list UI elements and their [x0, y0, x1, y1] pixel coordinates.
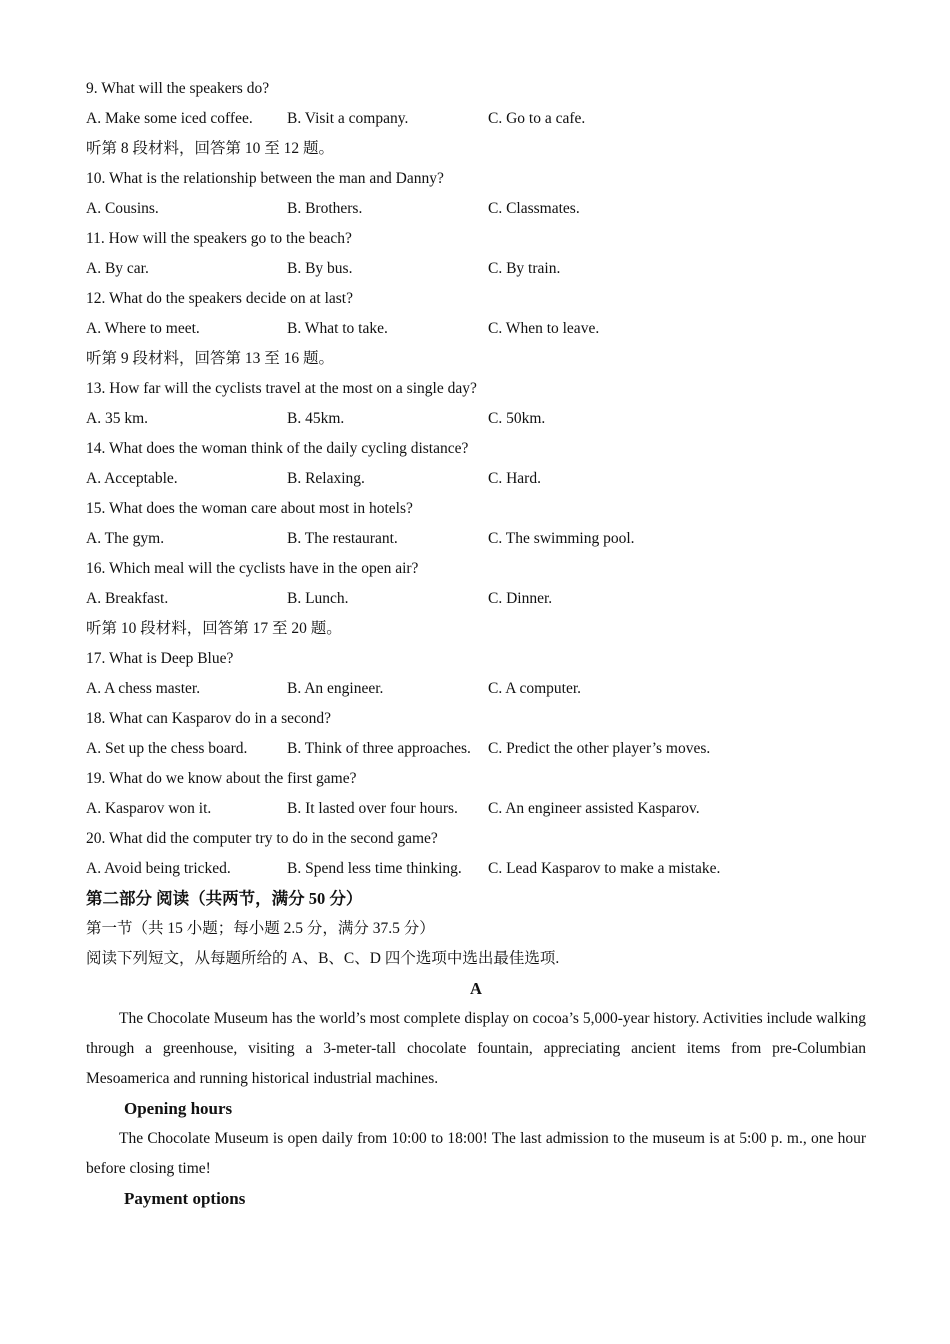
question-19-options — [86, 794, 866, 824]
option-b: B. Lunch. — [287, 590, 349, 607]
option-a: A. Set up the chess board. — [86, 740, 248, 757]
section-10-instruction: 听第 10 段材料，回答第 17 至 20 题。 — [86, 620, 342, 637]
option-b: B. Spend less time thinking. — [287, 860, 462, 877]
option-b: B. Think of three approaches. — [287, 740, 471, 757]
question-17-options — [86, 674, 866, 704]
opening-hours-text: The Chocolate Museum is open daily from 10:00 to 18:00! The last admission to the museum is at 5:00 p. m., one hour before closing time! — [86, 1130, 866, 1177]
question-16: 16. Which meal will the cyclists have in the open air? — [86, 560, 419, 577]
option-b: B. An engineer. — [287, 680, 384, 697]
section-9-instruction: 听第 9 段材料，回答第 13 至 16 题。 — [86, 350, 335, 367]
option-b: B. The restaurant. — [287, 530, 398, 547]
section-8-instruction: 听第 8 段材料，回答第 10 至 12 题。 — [86, 140, 335, 157]
question-12: 12. What do the speakers decide on at last? — [86, 290, 353, 307]
section-one-header: 第一节（共 15 小题；每小题 2.5 分，满分 37.5 分） — [86, 920, 435, 937]
option-a: A. Acceptable. — [86, 470, 178, 487]
question-11: 11. How will the speakers go to the beach? — [86, 230, 352, 247]
option-a: A. Cousins. — [86, 200, 159, 217]
option-b: B. Visit a company. — [287, 110, 409, 127]
question-11-options — [86, 254, 866, 284]
option-c: C. Predict the other player’s moves. — [488, 740, 711, 757]
option-b: B. By bus. — [287, 260, 353, 277]
option-b: B. Relaxing. — [287, 470, 365, 487]
question-13-options — [86, 404, 866, 434]
question-10-options — [86, 194, 866, 224]
opening-hours-heading: Opening hours — [124, 1099, 233, 1118]
option-c: C. By train. — [488, 260, 561, 277]
question-12-options — [86, 314, 866, 344]
question-15: 15. What does the woman care about most in hotels? — [86, 500, 413, 517]
option-c: C. Dinner. — [488, 590, 553, 607]
option-a: A. A chess master. — [86, 680, 201, 697]
exam-page — [86, 74, 866, 1214]
option-b: B. 45km. — [287, 410, 345, 427]
option-c: C. Classmates. — [488, 200, 580, 217]
option-b: B. It lasted over four hours. — [287, 800, 458, 817]
option-b: B. Brothers. — [287, 200, 363, 217]
question-13: 13. How far will the cyclists travel at the most on a single day? — [86, 380, 477, 397]
question-14-options — [86, 464, 866, 494]
question-20: 20. What did the computer try to do in the second game? — [86, 830, 438, 847]
question-20-options — [86, 854, 866, 884]
question-14: 14. What does the woman think of the daily cycling distance? — [86, 440, 469, 457]
part-two-title: 第二部分 阅读（共两节，满分 50 分） — [86, 889, 363, 908]
question-17: 17. What is Deep Blue? — [86, 650, 234, 667]
passage-label: A — [470, 979, 482, 998]
passage-intro: The Chocolate Museum has the world’s most complete display on cocoa’s 5,000-year history. Activities include walking through a greenhouse, visiting a 3-meter-tall chocolate fountain, appreciating ancient items from pre-Columbian Mesoamerica and running historical industrial machines. — [86, 1010, 866, 1087]
option-a: A. Where to meet. — [86, 320, 200, 337]
option-c: C. 50km. — [488, 410, 546, 427]
question-16-options — [86, 584, 866, 614]
payment-options-heading: Payment options — [124, 1189, 246, 1208]
option-c: C. The swimming pool. — [488, 530, 635, 547]
option-a: A. The gym. — [86, 530, 165, 547]
question-9: 9. What will the speakers do? — [86, 80, 270, 97]
option-b: B. What to take. — [287, 320, 388, 337]
question-19: 19. What do we know about the first game? — [86, 770, 357, 787]
option-a: A. Avoid being tricked. — [86, 860, 231, 877]
option-c: C. When to leave. — [488, 320, 600, 337]
option-c: C. A computer. — [488, 680, 581, 697]
option-c: C. Go to a cafe. — [488, 110, 586, 127]
option-a: A. Breakfast. — [86, 590, 169, 607]
question-15-options — [86, 524, 866, 554]
option-a: A. 35 km. — [86, 410, 148, 427]
option-c: C. Lead Kasparov to make a mistake. — [488, 860, 721, 877]
question-18-options — [86, 734, 866, 764]
question-10: 10. What is the relationship between the man and Danny? — [86, 170, 444, 187]
option-a: A. Make some iced coffee. — [86, 110, 253, 127]
option-c: C. Hard. — [488, 470, 541, 487]
question-18: 18. What can Kasparov do in a second? — [86, 710, 332, 727]
option-c: C. An engineer assisted Kasparov. — [488, 800, 700, 817]
option-a: A. By car. — [86, 260, 149, 277]
question-9-options — [86, 104, 866, 134]
reading-instruction: 阅读下列短文，从每题所给的 A、B、C、D 四个选项中选出最佳选项. — [86, 950, 560, 967]
option-a: A. Kasparov won it. — [86, 800, 212, 817]
